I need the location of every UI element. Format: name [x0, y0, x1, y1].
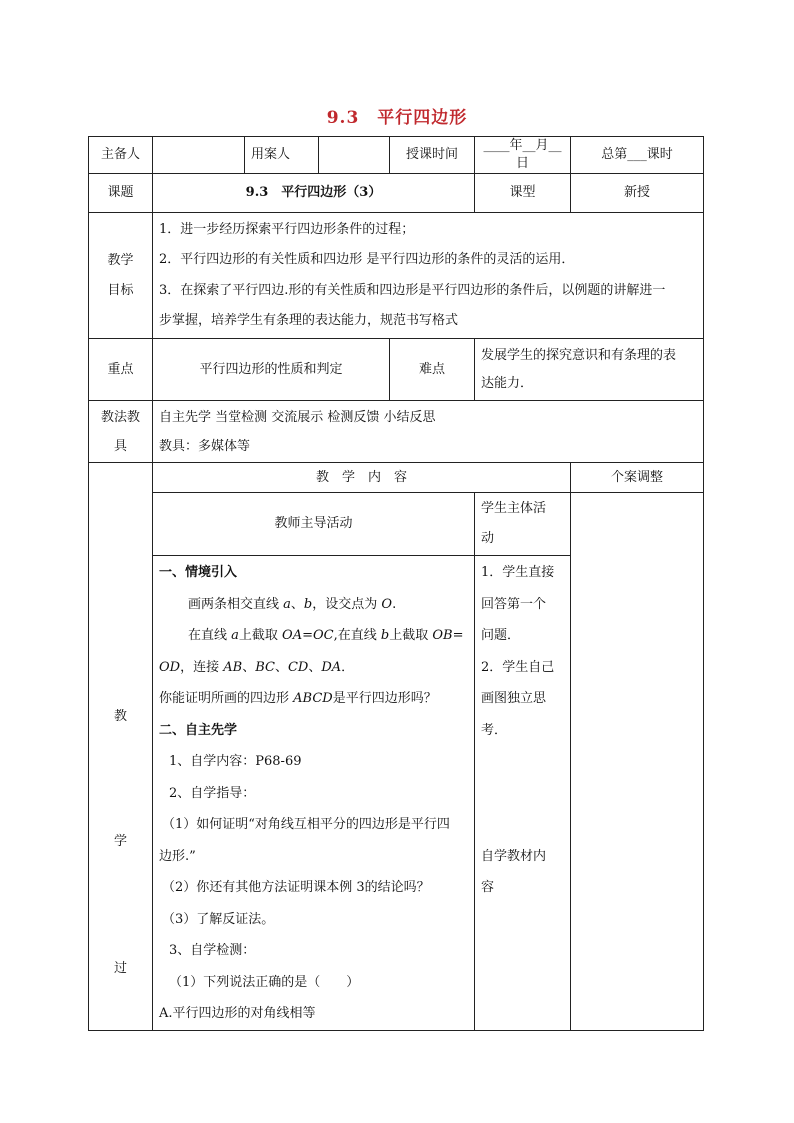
student-line: 问题．	[481, 628, 521, 644]
type-label: 课型	[475, 174, 571, 213]
topic-value: 9.3 平行四边形（3）	[153, 174, 475, 213]
side-char: 过	[113, 961, 127, 977]
focus-label: 重点	[89, 339, 153, 401]
student-line: 回答第一个	[481, 596, 547, 612]
topic-label: 课题	[89, 174, 153, 213]
student-line: 2．学生自己	[481, 659, 555, 675]
teacher-header: 教师主导活动	[153, 493, 475, 556]
goals-content	[153, 213, 704, 339]
goals-label	[89, 213, 153, 339]
content-line: （2）你还有其他方法证明课本例 3的结论吗？	[162, 880, 430, 896]
difficulty-label: 难点	[390, 339, 475, 401]
period-field: 总第___课时	[571, 137, 704, 174]
goal-line: 步掌握，培养学生有条理的表达能力，规范书写格式	[159, 313, 459, 329]
content-line: 3、自学检测：	[169, 943, 256, 959]
student-header-line1: 学生主体活	[481, 501, 547, 517]
content-line: 在直线 a上截取 OA=OC,在直线 b上截取 OB=	[188, 628, 464, 644]
goals-label-line2: 目标	[107, 282, 134, 298]
content-line: （1）如何证明“对角线互相平分的四边形是平行四	[162, 817, 450, 833]
process-side-label	[89, 463, 153, 1031]
content-header: 教 学 内 容	[153, 463, 571, 493]
student-header-line2: 动	[481, 531, 495, 547]
student-activity	[475, 556, 571, 1031]
preparer-label: 主备人	[89, 137, 153, 174]
type-value: 新授	[571, 174, 704, 213]
student-line: 画图独立思	[481, 691, 547, 707]
student-line	[481, 746, 564, 778]
student-line: 考．	[481, 722, 508, 738]
preparer-value	[153, 137, 245, 174]
difficulty-line2: 达能力．	[481, 375, 534, 391]
content-line: A.平行四边形的对角线相等	[159, 1006, 316, 1022]
student-line	[481, 778, 564, 810]
goal-line: 2．平行四边形的有关性质和四边形 是平行四边形的条件的灵活的运用．	[159, 252, 575, 268]
focus-value: 平行四边形的性质和判定	[153, 339, 390, 401]
content-line: 1、自学内容：P68-69	[169, 754, 302, 770]
student-line: 容	[481, 880, 495, 896]
methods-line1: 自主先学 当堂检测 交流展示 检测反馈 小结反思	[159, 409, 436, 425]
adjust-cell	[571, 493, 704, 1031]
date-field: ____年__月__日	[475, 137, 571, 174]
content-line: 画两条相交直线 a、b，设交点为 O.	[188, 596, 397, 612]
side-char: 学	[113, 834, 127, 850]
user-value	[319, 137, 390, 174]
student-line	[481, 809, 564, 841]
content-line: 边形.”	[159, 848, 196, 864]
content-line: OD，连接 AB、BC、CD、DA．	[159, 659, 355, 675]
content-line: （1）下列说法正确的是（ ）	[169, 974, 360, 990]
page-title: 9.3 平行四边形	[326, 108, 468, 128]
methods-content	[153, 401, 704, 463]
goal-line: 1．进一步经历探索平行四边形条件的过程；	[159, 221, 415, 237]
user-label: 用案人	[245, 137, 319, 174]
section-title: 一、情境引入	[159, 565, 238, 581]
teacher-activity	[153, 556, 475, 1031]
student-line: 自学教材内	[481, 848, 547, 864]
content-line: （3）了解反证法。	[162, 911, 275, 927]
difficulty-line1: 发展学生的探究意识和有条理的表	[481, 347, 677, 363]
content-line: 2、自学指导：	[169, 785, 256, 801]
time-label: 授课时间	[390, 137, 475, 174]
content-line: 你能证明所画的四边形 ABCD是平行四边形吗？	[159, 691, 437, 707]
student-line: 1．学生直接	[481, 565, 555, 581]
goal-line: 3．在探索了平行四边.形的有关性质和四边形是平行四边形的条件后，以例题的讲解进一	[159, 282, 666, 298]
methods-label	[89, 401, 153, 463]
section-title: 二、自主先学	[159, 722, 238, 738]
lesson-plan-table	[88, 136, 704, 1031]
student-header	[475, 493, 571, 556]
methods-label-line1: 教法教	[100, 409, 140, 425]
goals-label-line1: 教学	[107, 252, 134, 268]
methods-label-line2: 具	[113, 438, 127, 454]
difficulty-value	[475, 339, 704, 401]
methods-line2: 教具：多媒体等	[159, 438, 251, 454]
adjust-header: 个案调整	[571, 463, 704, 493]
side-char: 教	[113, 709, 127, 725]
